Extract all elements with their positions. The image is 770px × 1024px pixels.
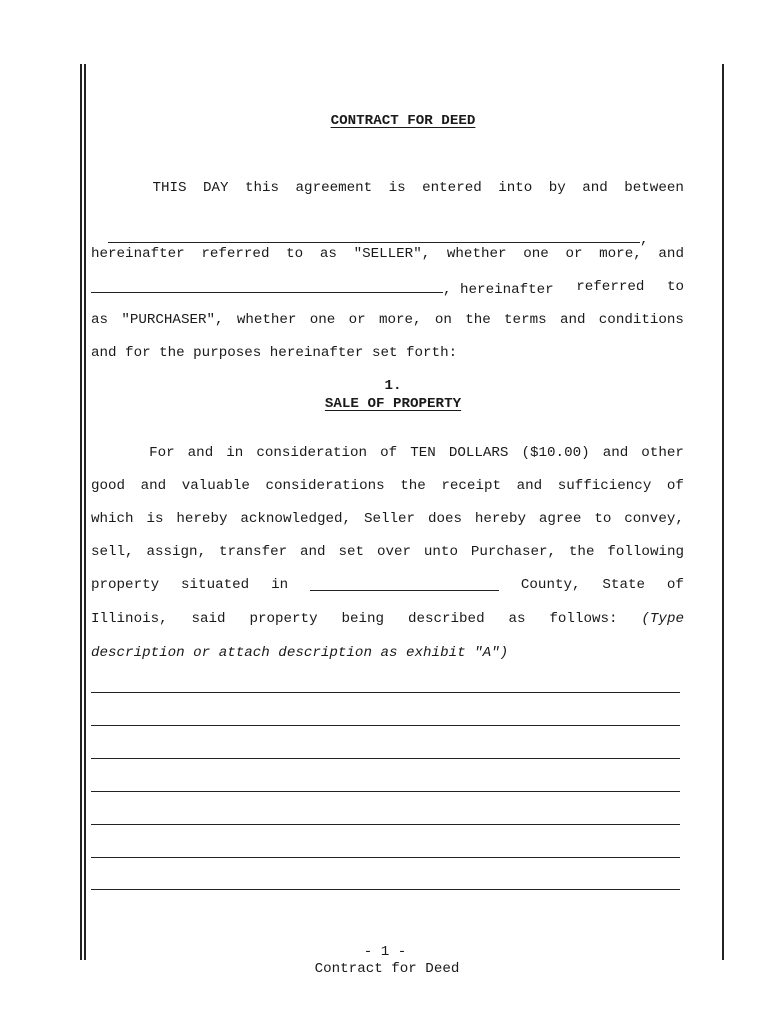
left-margin-rule-inner — [84, 64, 86, 960]
word: this — [245, 180, 280, 196]
section-heading: SALE OF PROPERTY — [324, 396, 462, 412]
word: does — [427, 511, 462, 527]
seller-name-line — [91, 213, 684, 248]
word: consideration — [256, 445, 368, 461]
word: and — [658, 246, 684, 262]
word: conditions — [598, 312, 684, 328]
word: THIS — [152, 180, 187, 196]
word: the — [400, 478, 426, 494]
word: is — [146, 511, 164, 527]
word: referred — [576, 279, 645, 295]
section1-line-5 — [91, 577, 684, 593]
word: and — [300, 544, 326, 560]
word: and — [187, 445, 214, 461]
word: described — [407, 611, 485, 627]
word: and — [602, 445, 629, 461]
word: , hereinafter — [443, 282, 554, 298]
word: as — [91, 312, 109, 328]
section1-line-1 — [91, 445, 684, 461]
footer-document-title: Contract for Deed — [314, 961, 460, 977]
word: into — [498, 180, 533, 196]
word: in — [271, 577, 289, 593]
word: referred — [201, 246, 270, 262]
seller-name-blank[interactable] — [108, 229, 640, 243]
word: or — [565, 246, 583, 262]
word: more, — [599, 246, 642, 262]
word: agreement — [295, 180, 373, 196]
word: TEN — [410, 445, 436, 461]
intro-line-6: and for the purposes hereinafter set forth: — [91, 345, 458, 361]
word: hereby — [474, 511, 526, 527]
intro-line-1 — [91, 180, 684, 196]
word: good — [91, 478, 126, 494]
word: is — [388, 180, 406, 196]
word: in — [226, 445, 244, 461]
word: as — [508, 611, 526, 627]
word: set — [338, 544, 365, 560]
description-line[interactable] — [91, 791, 680, 792]
description-line[interactable] — [91, 758, 680, 759]
word: whether — [446, 246, 507, 262]
right-margin-rule — [722, 64, 724, 960]
word: ($10.00) — [521, 445, 590, 461]
word: follows: — [549, 611, 618, 627]
word: more, — [378, 312, 422, 328]
left-margin-rule — [80, 64, 82, 960]
word: other — [641, 445, 684, 461]
word: one — [309, 312, 336, 328]
section1-line-3 — [91, 511, 684, 527]
word: to — [286, 246, 304, 262]
section-number: 1. — [384, 378, 402, 394]
word: on — [434, 312, 452, 328]
word: considerations — [265, 478, 385, 494]
page-number: - 1 - — [363, 944, 407, 960]
purchaser-name-blank[interactable] — [91, 279, 443, 293]
word: transfer — [219, 544, 288, 560]
word: valuable — [181, 478, 250, 494]
word: to — [666, 279, 684, 295]
word: State — [602, 577, 645, 593]
word: and — [582, 180, 608, 196]
section1-line-4 — [91, 544, 684, 560]
word: property — [249, 611, 318, 627]
section1-line-2 — [91, 478, 684, 494]
description-line[interactable] — [91, 725, 680, 726]
county-blank[interactable] — [310, 577, 499, 591]
word: which — [91, 511, 134, 527]
word: of — [380, 445, 398, 461]
word: Purchaser, — [470, 544, 557, 560]
word: terms — [504, 312, 547, 328]
word: to — [594, 511, 612, 527]
word: of — [666, 478, 684, 494]
word: For — [149, 445, 175, 461]
word: and — [559, 312, 586, 328]
word: and — [516, 478, 543, 494]
description-line[interactable] — [91, 692, 680, 693]
word: over — [376, 544, 411, 560]
word: convey, — [624, 511, 684, 527]
word: between — [624, 180, 684, 196]
word: sell, — [91, 544, 134, 560]
word: hereby — [176, 511, 228, 527]
description-line[interactable] — [91, 889, 680, 890]
italic-note: (Type — [641, 611, 684, 627]
comma: , — [640, 232, 649, 248]
section1-line-6 — [91, 611, 684, 627]
intro-line-5 — [91, 312, 684, 328]
section1-line-7: description or attach description as exhibit "A") — [91, 645, 509, 661]
word: unto — [423, 544, 458, 560]
word: whether — [236, 312, 297, 328]
word: hereinafter — [91, 246, 185, 262]
description-line[interactable] — [91, 857, 680, 858]
intro-line-3 — [91, 246, 684, 262]
word: "PURCHASER", — [121, 312, 224, 328]
document-title: CONTRACT FOR DEED — [330, 113, 476, 129]
word: Seller — [363, 511, 416, 527]
word: as — [319, 246, 337, 262]
word: one — [523, 246, 549, 262]
description-line[interactable] — [91, 824, 680, 825]
word: Illinois, — [91, 611, 168, 627]
word: receipt — [441, 478, 501, 494]
word: assign, — [146, 544, 207, 560]
word: of — [666, 577, 684, 593]
word: the — [568, 544, 595, 560]
word: or — [348, 312, 366, 328]
word: and — [140, 478, 167, 494]
word: the — [465, 312, 491, 328]
word: sufficiency — [557, 478, 652, 494]
word: DAY — [203, 180, 229, 196]
word: "SELLER", — [353, 246, 431, 262]
intro-line-4 — [91, 279, 684, 298]
word: entered — [422, 180, 482, 196]
word: situated — [181, 577, 250, 593]
word: being — [341, 611, 385, 627]
word: by — [548, 180, 566, 196]
word: acknowledged, — [240, 511, 352, 527]
word: said — [191, 611, 226, 627]
word: agree — [538, 511, 582, 527]
word: property — [91, 577, 160, 593]
word: following — [607, 544, 684, 560]
word: County, — [520, 577, 581, 593]
word: DOLLARS — [448, 445, 509, 461]
